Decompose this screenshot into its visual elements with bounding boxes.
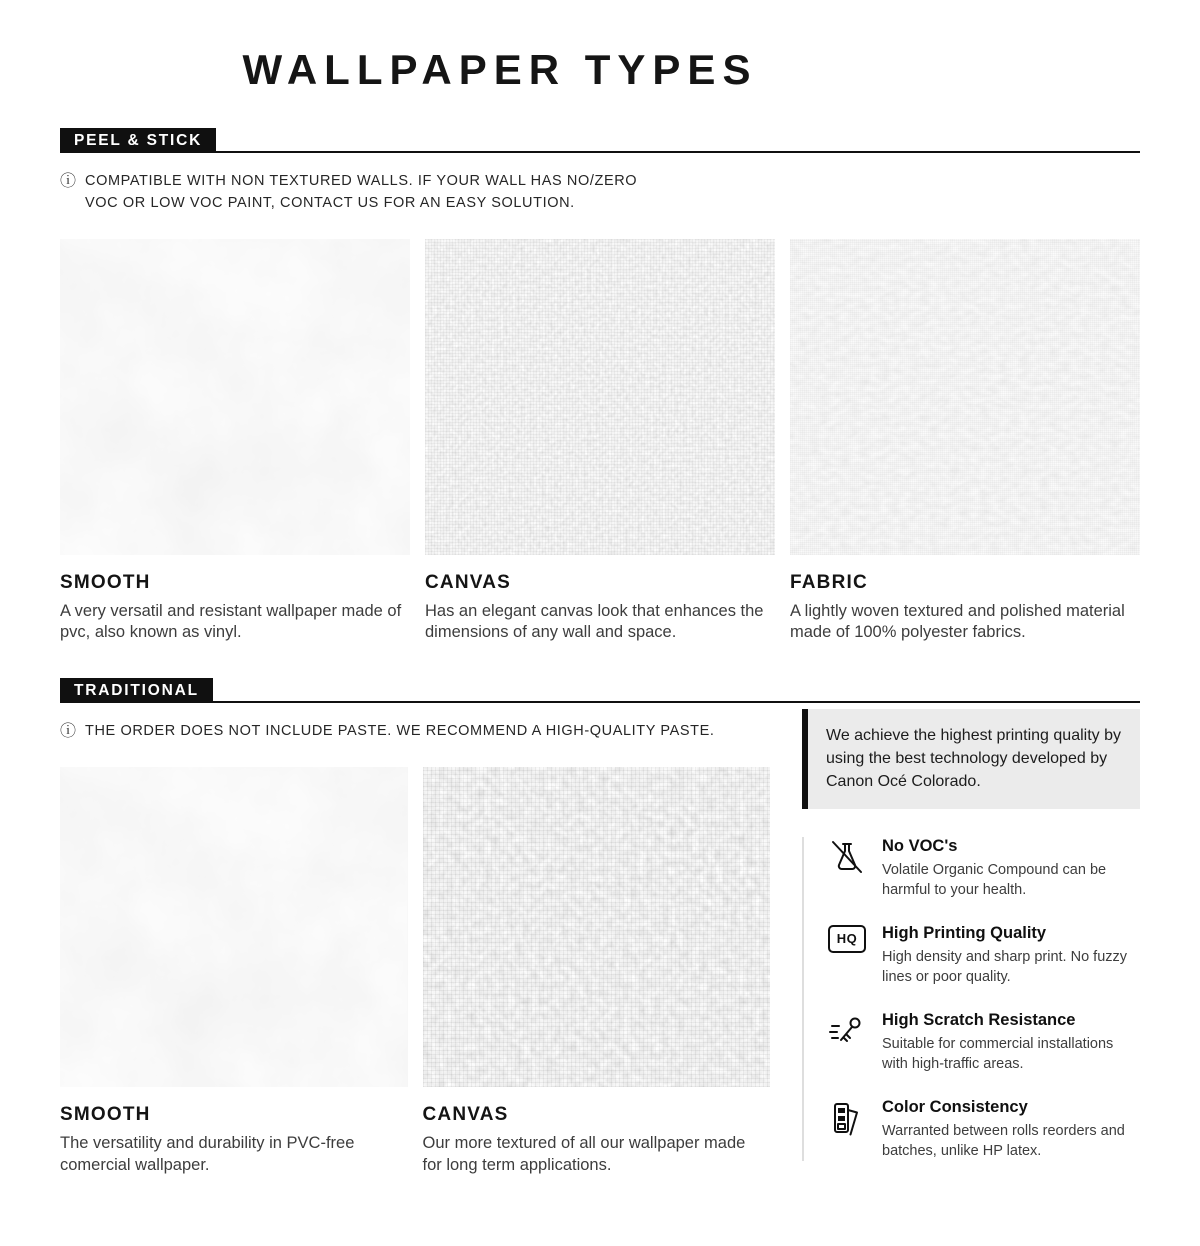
feature-description: Warranted between rolls reorders and batches, unlike HP latex.	[882, 1122, 1125, 1159]
swatch-description: A very versatil and resistant wallpaper made of pvc, also known as vinyl.	[60, 601, 402, 642]
swatch-name: SMOOTH	[60, 1103, 151, 1125]
traditional-swatch-grid	[60, 767, 770, 1177]
peel-stick-note-text: COMPATIBLE WITH NON TEXTURED WALLS. IF YOUR WALL HAS NO/ZERO VOC OR LOW VOC PAINT, CONTACT US FOR AN EASY SOLUTION.	[85, 173, 638, 211]
swatch-col-canvas	[425, 239, 775, 645]
swatch-col-smooth	[60, 239, 410, 645]
page-title: WALLPAPER TYPES	[242, 46, 758, 93]
feature-text	[882, 1011, 1140, 1074]
feature-high-printing-quality	[828, 924, 1140, 987]
traditional-badge: TRADITIONAL	[60, 678, 213, 703]
traditional-content	[60, 703, 770, 1185]
feature-scratch-resistance	[828, 1011, 1140, 1074]
swatch-description: Has an elegant canvas look that enhances the dimensions of any wall and space.	[425, 601, 764, 642]
smooth-texture-swatch	[60, 767, 408, 1087]
feature-title: Color Consistency	[882, 1097, 1028, 1116]
feature-text	[882, 1098, 1140, 1161]
feature-text	[882, 837, 1140, 900]
feature-title: High Printing Quality	[882, 923, 1047, 942]
printing-quality-statement: We achieve the highest printing quality by using the best technology developed by Canon Océ Colorado.	[802, 709, 1140, 809]
wallpaper-types-infographic	[0, 46, 1200, 1185]
swatch-name: CANVAS	[425, 571, 512, 593]
section-rule	[216, 151, 1140, 153]
swatch-description: The versatility and durability in PVC-free comercial wallpaper.	[60, 1133, 355, 1174]
feature-title: No VOC's	[882, 836, 958, 855]
info-icon: ⓘ	[60, 173, 77, 190]
feature-no-voc	[828, 837, 1140, 900]
section-header-peel-stick	[60, 128, 1140, 153]
swatch-name: CANVAS	[422, 1103, 509, 1125]
swatch-col-smooth	[60, 767, 408, 1177]
traditional-region	[60, 703, 1140, 1185]
feature-text	[882, 924, 1140, 987]
traditional-note-text: THE ORDER DOES NOT INCLUDE PASTE. WE RECOMMEND A HIGH-QUALITY PASTE.	[85, 723, 715, 740]
feature-description: High density and sharp print. No fuzzy lines or poor quality.	[882, 948, 1128, 985]
peel-stick-badge: PEEL & STICK	[60, 128, 216, 153]
feature-description: Suitable for commercial installations with high-traffic areas.	[882, 1035, 1114, 1072]
swatch-col-fabric	[790, 239, 1140, 645]
canvas-weave-overlay	[425, 239, 775, 555]
canvas-weave-overlay	[423, 767, 771, 1087]
fabric-weave-overlay	[790, 239, 1140, 555]
hq-icon	[828, 924, 870, 953]
swatch-col-canvas	[423, 767, 771, 1177]
quality-panel	[802, 703, 1140, 1185]
smooth-texture-swatch	[60, 239, 410, 555]
peel-stick-swatch-grid	[60, 239, 1140, 645]
feature-title: High Scratch Resistance	[882, 1010, 1076, 1029]
info-icon: ⓘ	[60, 723, 77, 741]
canvas-texture-swatch	[425, 239, 775, 555]
traditional-note	[60, 721, 770, 743]
swatch-name: SMOOTH	[60, 571, 151, 593]
feature-description: Volatile Organic Compound can be harmful to your health.	[882, 861, 1107, 898]
swatch-description: Our more textured of all our wallpaper made for long term applications.	[422, 1133, 746, 1174]
feature-color-consistency	[828, 1098, 1140, 1161]
swatch-name: FABRIC	[790, 571, 868, 593]
fabric-texture-swatch	[790, 239, 1140, 555]
canvas-coarse-texture-swatch	[423, 767, 771, 1087]
hq-badge: HQ	[828, 925, 866, 953]
no-voc-icon	[828, 837, 870, 876]
swatch-description: A lightly woven textured and polished material made of 100% polyester fabrics.	[790, 601, 1125, 642]
scratch-resistance-icon	[828, 1011, 870, 1050]
section-header-traditional	[60, 678, 1140, 703]
peel-stick-note	[60, 171, 1140, 215]
color-swatch-icon	[828, 1098, 870, 1137]
feature-list	[802, 837, 1140, 1161]
